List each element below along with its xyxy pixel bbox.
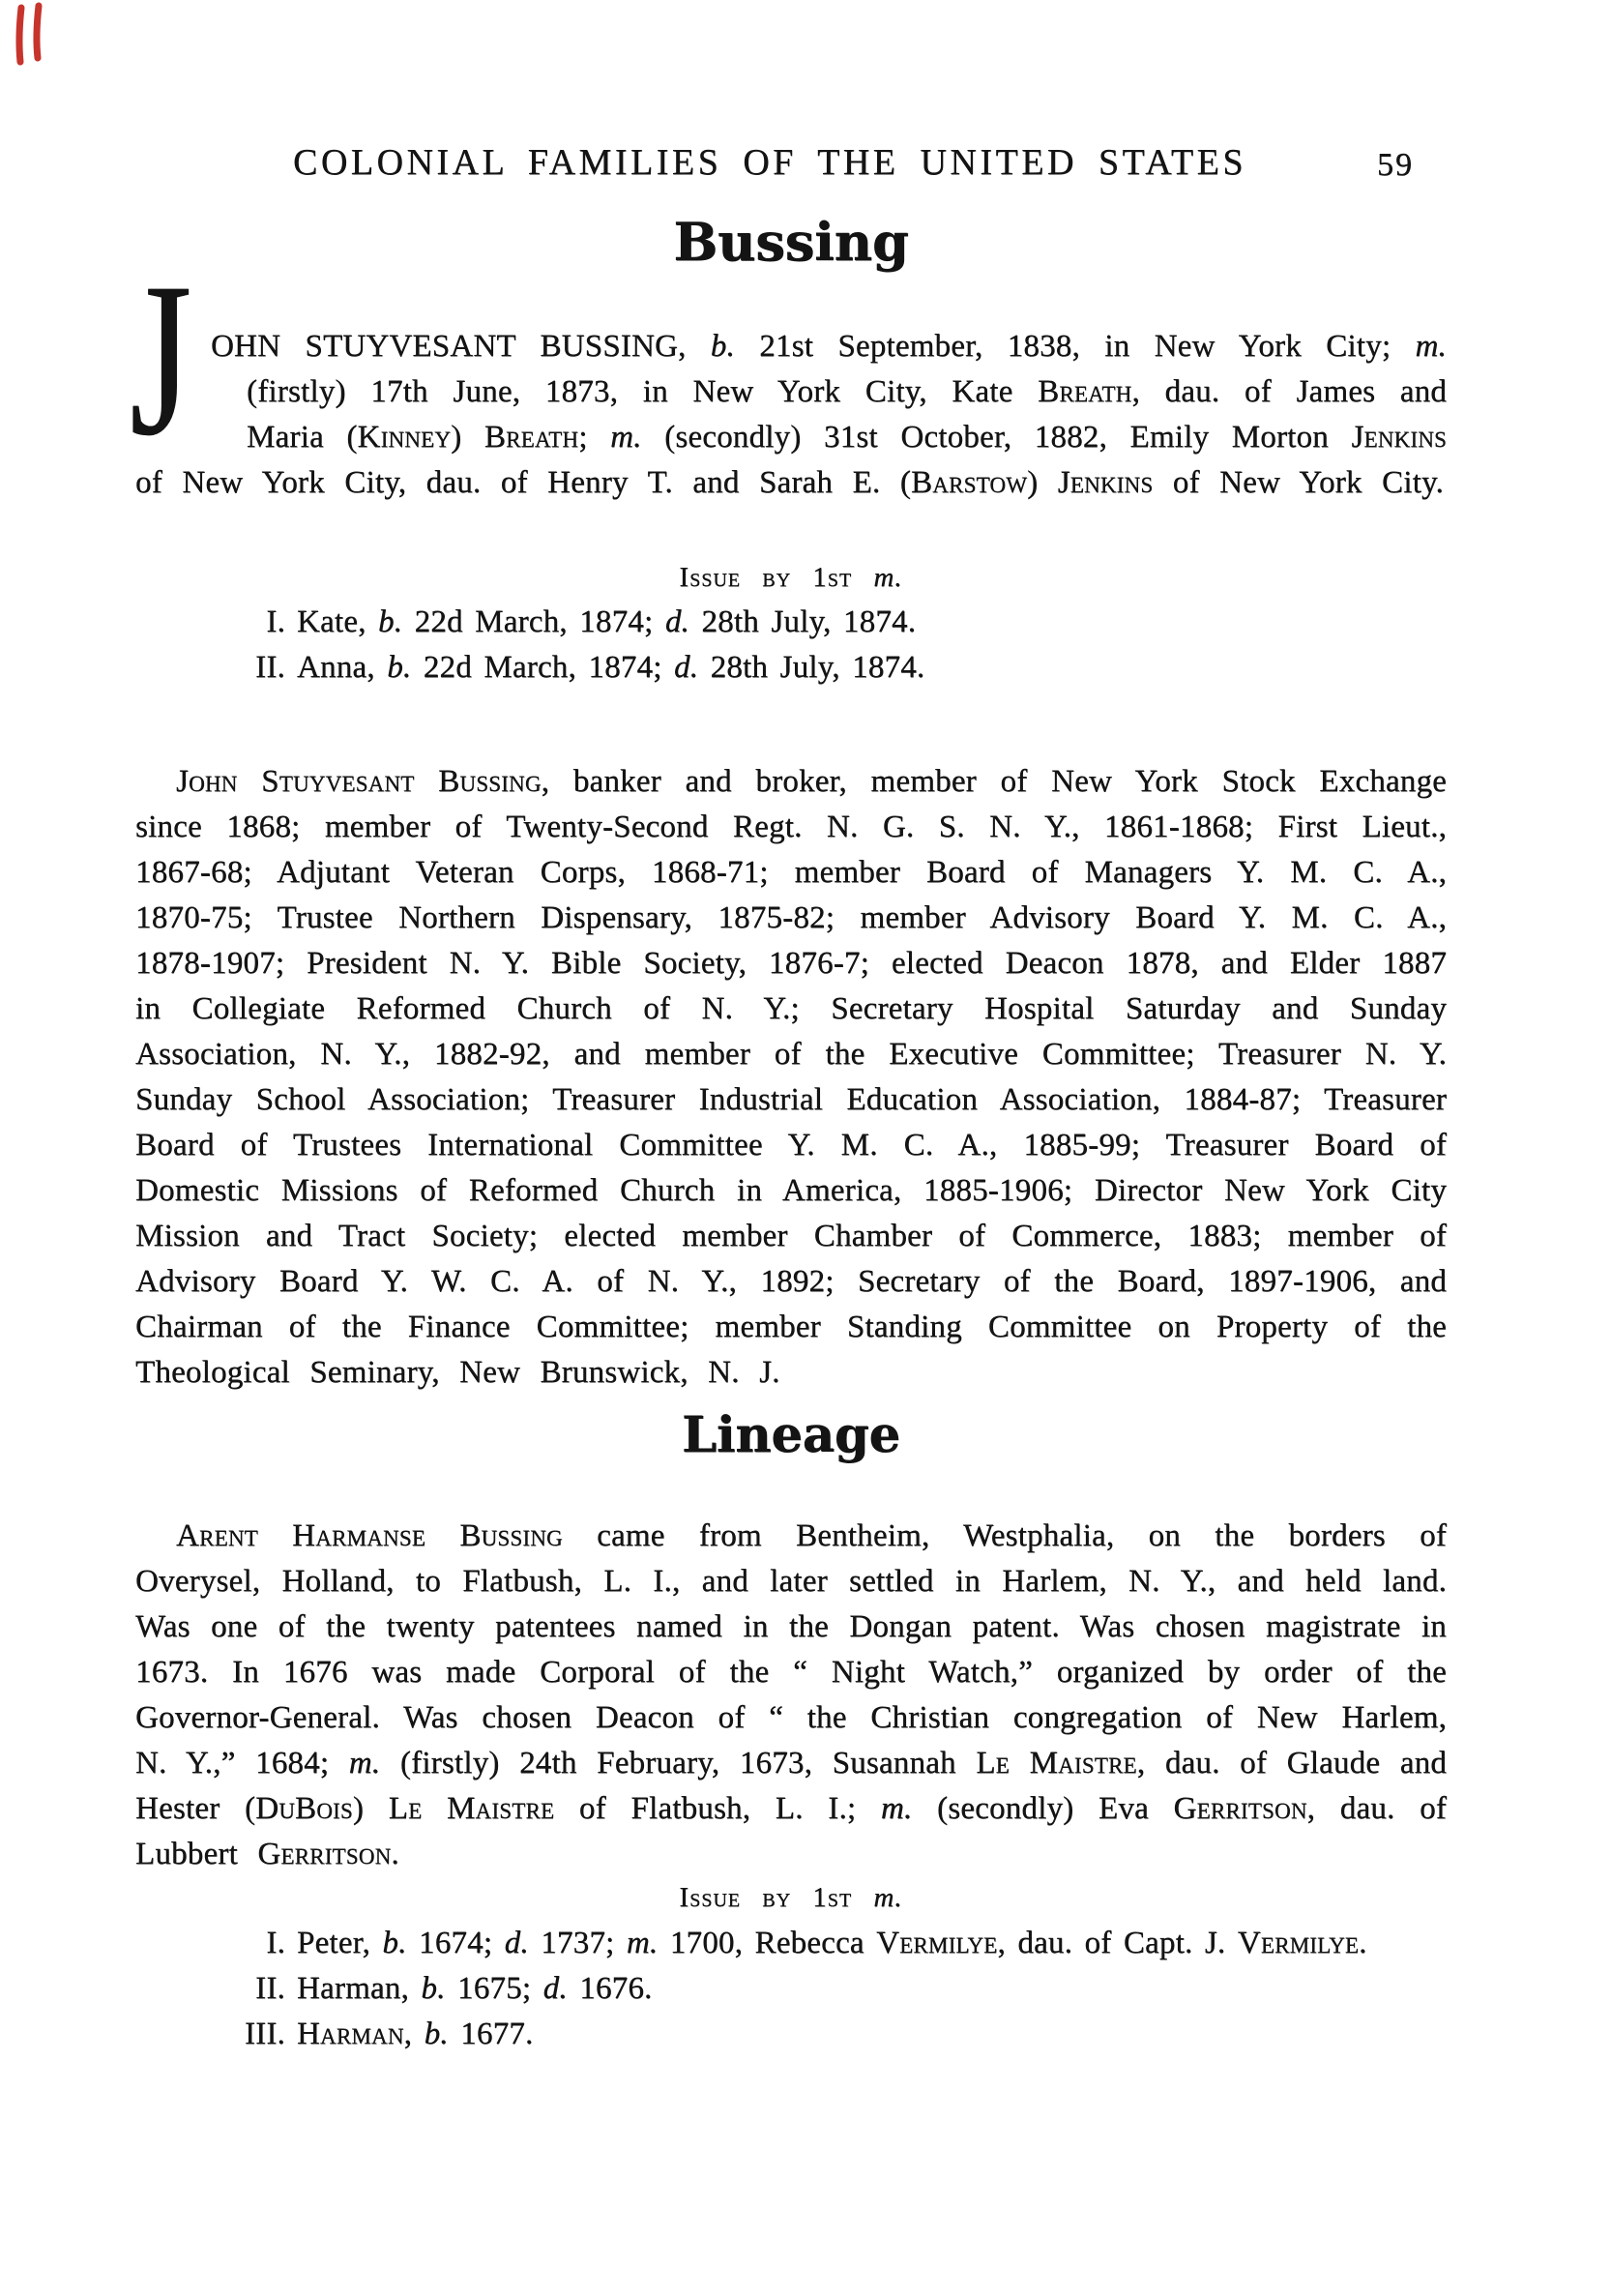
list-item xyxy=(244,2012,1450,2057)
roman-numeral: I. xyxy=(266,604,285,639)
drop-cap-initial: J xyxy=(130,238,191,482)
red-ink-mark xyxy=(6,2,56,72)
lineage-paragraph: Arent Harmanse Bussing came from Bentheim, Westphalia, on the borders of Overysel, Holland, to Flatbush, L. I., and later settled in Harlem, N. Y., and held land. Was one of the twenty patentees named in the Dongan patent. Was chosen magistrate in 1673. In 1676 was made Corporal of the “ Night Watch,” organized by order of the Governor-General. Was chosen Deacon of “ the Christian congregation of New Harlem, N. Y.,” 1684; m. (firstly) 24th February, 1673, Susannah Le Maistre, dau. of Glaude and Hester (DuBois) Le Maistre of Flatbush, L. I.; m. (secondly) Eva Gerritson, dau. of Lubbert Gerritson. xyxy=(135,1518,1447,1871)
list-item-text: Kate, b. 22d March, 1874; d. 28th July, 1874. xyxy=(297,604,917,639)
red-ink-stroke xyxy=(37,6,39,58)
list-item-text: Peter, b. 1674; d. 1737; m. 1700, Rebecca Vermilye, dau. of Capt. J. Vermilye. xyxy=(297,1926,1367,1960)
dropcap-spacer xyxy=(135,369,247,460)
issue-heading-first-marriage: Issue by 1st m. xyxy=(679,562,903,593)
biography-paragraph: John Stuyvesant Bussing, banker and broker, member of New York Stock Exchange since 1868; member of Twenty-Second Regt. N. G. S. N. Y., 1861-1868; First Lieut., 1867-68; Adjutant Veteran Corps, 1868-71; member Board of Managers Y. M. C. A., 1870-75; Trustee Northern Dispensary, 1875-82; member Advisory Board Y. M. C. A., 1878-1907; President N. Y. Bible Society, 1876-7; elected Deacon 1878, and Elder 1887 in Collegiate Reformed Church of N. Y.; Secretary Hospital Saturday and Sunday Association, N. Y., 1882-92, and member of the Executive Committee; Treasurer N. Y. Sunday School Association; Treasurer Industrial Education Association, 1884-87; Treasurer Board of Trustees International Committee Y. M. C. A., 1885-99; Treasurer Board of Domestic Missions of Reformed Church in America, 1885-1906; Director New York City Mission and Tract Society; elected member Chamber of Commerce, 1883; member of Advisory Board Y. W. C. A. of N. Y., 1892; Secretary of the Board, 1897-1906, and Chairman of the Finance Committee; member Standing Committee on Property of the Theological Seminary, New Brunswick, N. J. xyxy=(135,764,1448,1390)
page-number: 59 xyxy=(1377,147,1414,183)
dropcap-spacer xyxy=(135,324,211,369)
family-heading: Bussing xyxy=(673,211,909,273)
list-item xyxy=(266,1921,1450,1966)
roman-numeral: II. xyxy=(255,650,285,685)
red-ink-stroke xyxy=(19,8,21,62)
list-item-text: Harman, b. 1677. xyxy=(297,2016,534,2051)
issue-list-second xyxy=(244,1921,1450,2057)
roman-numeral: I. xyxy=(266,1926,285,1960)
genealogy-paragraph-main: OHN STUYVESANT BUSSING, b. 21st September, 1838, in New York City; m. (firstly) 17th June, 1873, in New York City, Kate Breath, dau. of James and Maria (Kinney) Breath; m. (secondly) 31st October, 1882, Emily Morton Jenkins of New York City, dau. of Henry T. and Sarah E. (Barstow) Jenkins of New York City. xyxy=(135,324,1447,506)
issue-heading-first-marriage-lineage: Issue by 1st m. xyxy=(679,1882,903,1913)
running-header-title: COLONIAL FAMILIES OF THE UNITED STATES xyxy=(293,142,1246,183)
roman-numeral: III. xyxy=(244,2016,285,2051)
roman-numeral: II. xyxy=(255,1971,285,2006)
list-item xyxy=(255,645,1450,691)
issue-list-first xyxy=(255,600,1450,691)
list-item-text: Anna, b. 22d March, 1874; d. 28th July, 1874. xyxy=(297,650,925,685)
list-item-text: Harman, b. 1675; d. 1676. xyxy=(297,1971,653,2006)
list-item xyxy=(266,600,1450,645)
lineage-heading: Lineage xyxy=(682,1406,900,1464)
list-item xyxy=(255,1966,1450,2012)
